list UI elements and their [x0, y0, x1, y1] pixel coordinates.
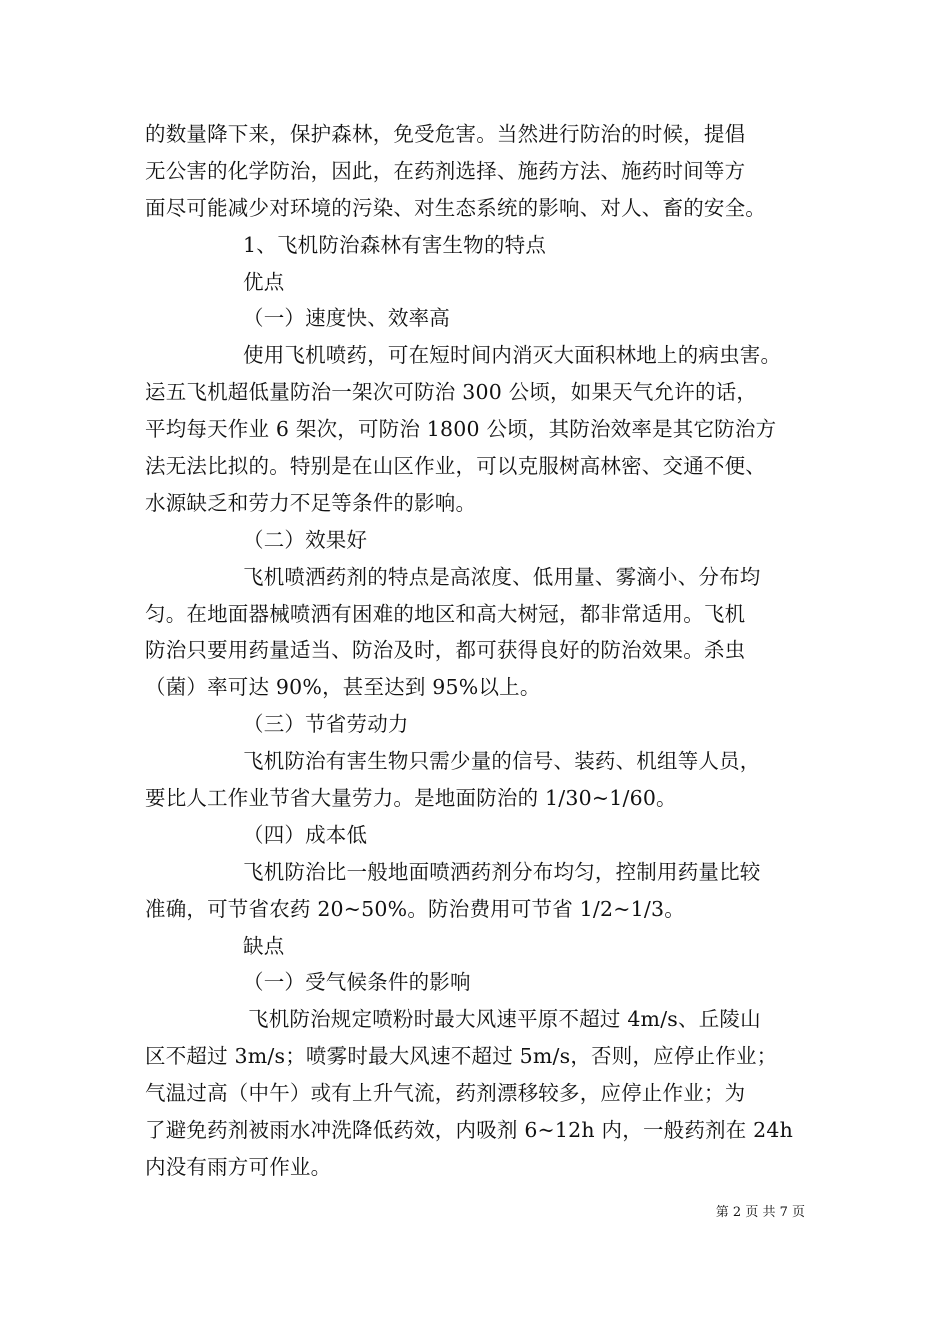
subheading-item: （四）成本低: [243, 822, 368, 847]
subheading-item: （一）速度快、效率高: [243, 306, 450, 331]
paragraph-line: 飞机喷洒药剂的特点是高浓度、低用量、雾滴小、分布均: [243, 564, 761, 589]
paragraph-line: 水源缺乏和劳力不足等条件的影响。: [145, 490, 477, 515]
paragraph-line: 平均每天作业 6 架次，可防治 1800 公顷，其防治效率是其它防治方: [145, 417, 777, 442]
page-number-footer: 第 2 页 共 7 页: [715, 1205, 805, 1220]
paragraph-line: 要比人工作业节省大量劳力。是地面防治的 1/30~1/60。: [145, 786, 677, 811]
paragraph-line: 气温过高（中午）或有上升气流，药剂漂移较多，应停止作业；为: [145, 1081, 746, 1106]
paragraph-line: 的数量降下来，保护森林，免受危害。当然进行防治的时候，提倡: [145, 122, 746, 146]
subheading-item: （三）节省劳动力: [243, 712, 409, 737]
paragraph-line: 使用飞机喷药，可在短时间内消灭大面积林地上的病虫害。: [243, 343, 782, 368]
paragraph-line: 飞机防治比一般地面喷洒药剂分布均匀，控制用药量比较: [243, 859, 761, 884]
paragraph-line: 了避免药剂被雨水冲洗降低药效，内吸剂 6~12h 内，一般药剂在 24h: [145, 1118, 794, 1143]
section-heading: 1、飞机防治森林有害生物的特点: [243, 232, 547, 257]
paragraph-line: 飞机防治规定喷粉时最大风速平原不超过 4m/s、丘陵山: [248, 1007, 761, 1032]
subheading-item: （二）效果好: [243, 527, 368, 552]
document-body: [145, 116, 817, 1186]
subheading-advantages: 优点: [243, 269, 285, 294]
paragraph-line: 区不超过 3m/s；喷雾时最大风速不超过 5m/s，否则，应停止作业；: [145, 1044, 778, 1069]
paragraph-line: 准确，可节省农药 20~50%。防治费用可节省 1/2~1/3。: [145, 896, 685, 921]
paragraph-line: 无公害的化学防治，因此，在药剂选择、施药方法、施药时间等方: [145, 158, 746, 183]
paragraph-line: 面尽可能减少对环境的污染、对生态系统的影响、对人、畜的安全。: [145, 195, 766, 220]
paragraph-line: 飞机防治有害生物只需少量的信号、装药、机组等人员，: [243, 749, 761, 774]
paragraph-line: 匀。在地面器械喷洒有困难的地区和高大树冠，都非常适用。飞机: [145, 601, 746, 626]
paragraph-line: 防治只要用药量适当、防治及时，都可获得良好的防治效果。杀虫: [145, 638, 746, 663]
subheading-item: （一）受气候条件的影响: [243, 970, 471, 995]
paragraph-line: 法无法比拟的。特别是在山区作业，可以克服树高林密、交通不便、: [145, 454, 766, 479]
paragraph-line: 运五飞机超低量防治一架次可防治 300 公顷，如果天气允许的话，: [145, 380, 758, 405]
paragraph-line: 内没有雨方可作业。: [145, 1154, 332, 1179]
subheading-disadvantages: 缺点: [243, 933, 285, 958]
paragraph-line: （菌）率可达 90%，甚至达到 95%以上。: [145, 675, 541, 700]
